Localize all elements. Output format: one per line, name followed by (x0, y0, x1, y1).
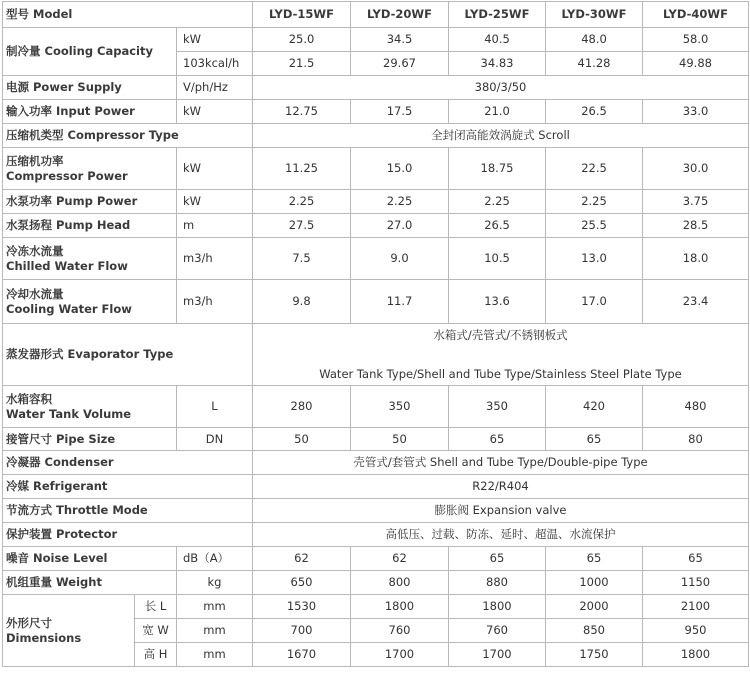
value-cell: 27.5 (253, 214, 351, 238)
value-cell: 26.5 (546, 100, 643, 124)
weight-row (3, 571, 749, 595)
water-tank-volume-label (3, 386, 177, 428)
condenser-label: 冷凝器 Condenser (3, 451, 253, 475)
cooling-capacity-kw-row (3, 28, 749, 52)
value-cell: 膨胀阀 Expansion valve (253, 499, 749, 523)
value-cell: 1800 (449, 595, 546, 619)
value-cell: 25.0 (253, 28, 351, 52)
throttle-mode-row (3, 499, 749, 523)
value-cell: 48.0 (546, 28, 643, 52)
value-cell: 1530 (253, 595, 351, 619)
value-cell: 高低压、过载、防冻、延时、超温、水流保护 (253, 523, 749, 547)
value-cell: 350 (351, 386, 449, 428)
value-cn: 水箱式/壳管式/不锈钢板式 (433, 327, 568, 342)
dimension-sub-label: 高 H (135, 643, 177, 667)
value-cell: 15.0 (351, 148, 449, 190)
value-cell: 41.28 (546, 52, 643, 76)
unit-cell: kW (177, 100, 253, 124)
label-en: Cooling Water Flow (6, 301, 132, 316)
value-cell: 21.5 (253, 52, 351, 76)
pipe-size-row (3, 428, 749, 451)
unit-cell: DN (177, 428, 253, 451)
value-cell: 壳管式/套管式 Shell and Tube Type/Double-pipe Type (253, 451, 749, 475)
value-cell: 760 (449, 619, 546, 643)
unit-cell: kg (177, 571, 253, 595)
value-cell: 850 (546, 619, 643, 643)
value-cell: 3.75 (643, 190, 749, 214)
weight-label: 机组重量 Weight (3, 571, 177, 595)
value-cell: 2.25 (253, 190, 351, 214)
unit-cell: m (177, 214, 253, 238)
value-cell: 22.5 (546, 148, 643, 190)
pump-head-label: 水泵扬程 Pump Head (3, 214, 177, 238)
compressor-power-label (3, 148, 177, 190)
dimensions-label (3, 595, 135, 667)
value-cell: 280 (253, 386, 351, 428)
noise-level-label: 噪音 Noise Level (3, 547, 177, 571)
pump-power-label: 水泵功率 Pump Power (3, 190, 177, 214)
power-supply-row (3, 76, 749, 100)
value-cell: R22/R404 (253, 475, 749, 499)
unit-cell: mm (177, 595, 253, 619)
pipe-size-label: 接管尺寸 Pipe Size (3, 428, 177, 451)
unit-cell: mm (177, 619, 253, 643)
value-cell: 650 (253, 571, 351, 595)
value-cell: 21.0 (449, 100, 546, 124)
unit-cell: 103kcal/h (177, 52, 253, 76)
value-cell: 62 (253, 547, 351, 571)
value-cell: 65 (546, 428, 643, 451)
label-cn: 压缩机功率 (6, 153, 64, 168)
unit-cell: V/ph/Hz (177, 76, 253, 100)
model-col-1: LYD-15WF (253, 2, 351, 28)
label-en: Chilled Water Flow (6, 258, 128, 273)
label-cn: 冷冻水流量 (6, 243, 64, 258)
value-cell: 1670 (253, 643, 351, 667)
evaporator-type-label: 蒸发器形式 Evaporator Type (3, 324, 253, 386)
value-cell: 65 (643, 547, 749, 571)
value-cell: 65 (449, 428, 546, 451)
unit-cell: kW (177, 190, 253, 214)
dimension-sub-label: 宽 W (135, 619, 177, 643)
unit-cell: kW (177, 28, 253, 52)
model-col-5: LYD-40WF (643, 2, 749, 28)
value-cell: 480 (643, 386, 749, 428)
value-cell: 23.4 (643, 280, 749, 324)
unit-cell: mm (177, 643, 253, 667)
value-cell: 1700 (351, 643, 449, 667)
value-cell: 13.0 (546, 238, 643, 280)
value-cell: 65 (546, 547, 643, 571)
value-cell: 12.75 (253, 100, 351, 124)
label-en: Compressor Power (6, 168, 128, 183)
cooling-water-flow-row (3, 280, 749, 324)
value-cell: 350 (449, 386, 546, 428)
value-cell: 30.0 (643, 148, 749, 190)
value-cell: 65 (449, 547, 546, 571)
dimension-length-row (3, 595, 749, 619)
value-cell: 33.0 (643, 100, 749, 124)
value-cell: 9.0 (351, 238, 449, 280)
throttle-mode-label: 节流方式 Throttle Mode (3, 499, 253, 523)
power-supply-label: 电源 Power Supply (3, 76, 177, 100)
noise-level-row (3, 547, 749, 571)
unit-cell: kW (177, 148, 253, 190)
model-row (3, 2, 749, 28)
refrigerant-label: 冷媒 Refrigerant (3, 475, 253, 499)
cooling-water-flow-label (3, 280, 177, 324)
refrigerant-row (3, 475, 749, 499)
value-cell: 28.5 (643, 214, 749, 238)
value-cell: 700 (253, 619, 351, 643)
pump-power-row (3, 190, 749, 214)
value-cell: 1750 (546, 643, 643, 667)
value-cell: 2100 (643, 595, 749, 619)
protector-label: 保护装置 Protector (3, 523, 253, 547)
protector-row (3, 523, 749, 547)
value-cell: 760 (351, 619, 449, 643)
value-cell: 1800 (643, 643, 749, 667)
value-cell: 420 (546, 386, 643, 428)
value-cell: 50 (351, 428, 449, 451)
value-cell: 50 (253, 428, 351, 451)
value-cell: 18.75 (449, 148, 546, 190)
evaporator-type-value (253, 324, 749, 386)
unit-cell: m3/h (177, 238, 253, 280)
value-cell: 34.5 (351, 28, 449, 52)
spec-table (2, 1, 749, 667)
value-en: Water Tank Type/Shell and Tube Type/Stainless Steel Plate Type (319, 366, 682, 381)
value-cell: 380/3/50 (253, 76, 749, 100)
value-cell: 17.0 (546, 280, 643, 324)
value-cell: 58.0 (643, 28, 749, 52)
value-cell: 17.5 (351, 100, 449, 124)
value-cell: 40.5 (449, 28, 546, 52)
value-cell: 49.88 (643, 52, 749, 76)
unit-cell: m3/h (177, 280, 253, 324)
cooling-capacity-label: 制冷量 Cooling Capacity (3, 28, 177, 76)
water-tank-volume-row (3, 386, 749, 428)
compressor-power-row (3, 148, 749, 190)
value-cell: 11.25 (253, 148, 351, 190)
unit-cell: L (177, 386, 253, 428)
value-cell: 26.5 (449, 214, 546, 238)
value-cell: 11.7 (351, 280, 449, 324)
value-cell: 1150 (643, 571, 749, 595)
value-cell: 80 (643, 428, 749, 451)
value-cell: 62 (351, 547, 449, 571)
value-cell: 25.5 (546, 214, 643, 238)
label-en: Dimensions (6, 630, 82, 645)
evaporator-type-row (3, 324, 749, 386)
value-cell: 34.83 (449, 52, 546, 76)
value-cell: 2.25 (449, 190, 546, 214)
model-label: 型号 Model (3, 2, 253, 28)
input-power-label: 输入功率 Input Power (3, 100, 177, 124)
value-cell: 27.0 (351, 214, 449, 238)
label-cn: 水箱容积 (6, 391, 52, 406)
compressor-type-row (3, 124, 749, 148)
value-cell: 1800 (351, 595, 449, 619)
label-en: Water Tank Volume (6, 406, 132, 421)
condenser-row (3, 451, 749, 475)
value-cell: 2.25 (351, 190, 449, 214)
value-cell: 1700 (449, 643, 546, 667)
pump-head-row (3, 214, 749, 238)
value-cell: 950 (643, 619, 749, 643)
value-cell: 29.67 (351, 52, 449, 76)
label-cn: 冷却水流量 (6, 286, 64, 301)
dimension-sub-label: 长 L (135, 595, 177, 619)
chilled-water-flow-label (3, 238, 177, 280)
compressor-type-label: 压缩机类型 Compressor Type (3, 124, 253, 148)
value-cell: 880 (449, 571, 546, 595)
model-col-4: LYD-30WF (546, 2, 643, 28)
value-cell: 1000 (546, 571, 643, 595)
input-power-row (3, 100, 749, 124)
value-cell: 2000 (546, 595, 643, 619)
value-cell: 10.5 (449, 238, 546, 280)
chilled-water-flow-row (3, 238, 749, 280)
value-cell: 800 (351, 571, 449, 595)
model-col-3: LYD-25WF (449, 2, 546, 28)
value-cell: 2.25 (546, 190, 643, 214)
unit-cell: dB（A） (177, 547, 253, 571)
value-cell: 18.0 (643, 238, 749, 280)
model-col-2: LYD-20WF (351, 2, 449, 28)
value-cell: 7.5 (253, 238, 351, 280)
value-cell: 13.6 (449, 280, 546, 324)
label-cn: 外形尺寸 (6, 615, 52, 630)
value-cell: 9.8 (253, 280, 351, 324)
value-cell: 全封闭高能效涡旋式 Scroll (253, 124, 749, 148)
